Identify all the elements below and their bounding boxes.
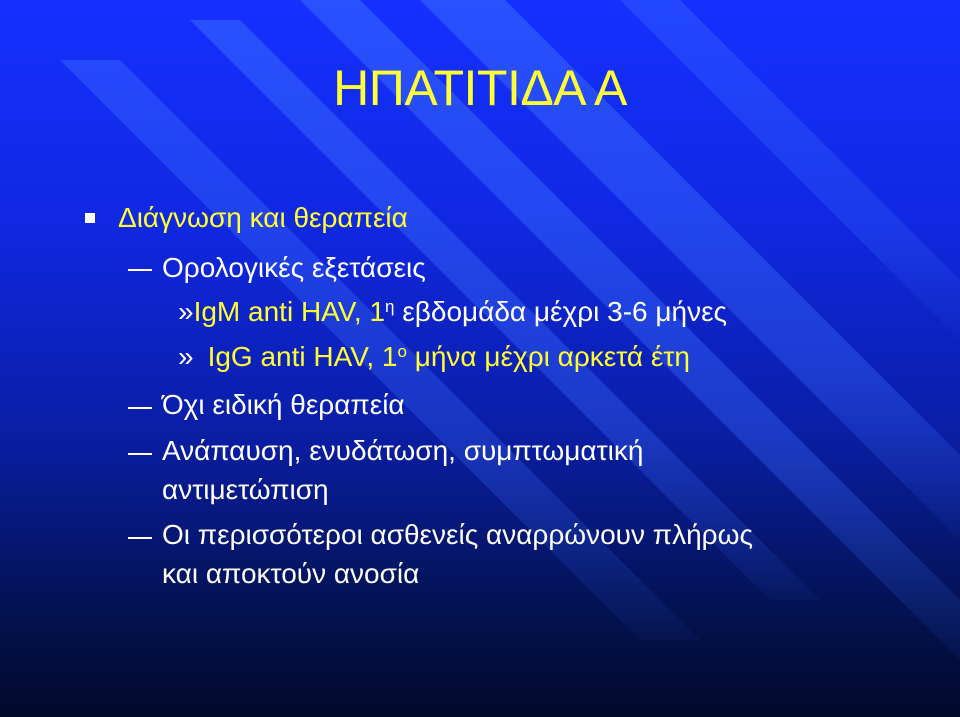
- sub-bullet-rest-hydration-line1: Ανάπαυση, ενυδάτωση, συμπτωματική: [162, 435, 644, 466]
- igg-text-post: μήνα μέχρι αρκετά έτη: [406, 341, 690, 372]
- igm-text-post: εβδομάδα μέχρι 3-6 μήνες: [394, 296, 728, 327]
- sub-bullet-rest-hydration-line2: αντιμετώπιση: [162, 474, 329, 505]
- dash-bullet-icon: [128, 269, 152, 271]
- sub-bullet-recovery-line1: Οι περισσότεροι ασθενείς αναρρώνουν πλήρως: [162, 519, 753, 550]
- bullet-diagnosis-treatment: Διάγνωση και θεραπεία: [118, 202, 408, 233]
- igm-text-pre: IgM anti HAV, 1: [193, 296, 386, 327]
- serology-item-igg: [178, 340, 690, 374]
- dash-bullet-icon: [128, 453, 152, 455]
- igg-text-sup: ο: [397, 342, 407, 361]
- serology-item-igm: [178, 295, 727, 329]
- sub-bullet-recovery-line2: και αποκτούν ανοσία: [162, 558, 420, 589]
- dash-bullet-icon: [128, 407, 152, 409]
- square-bullet-icon: [85, 213, 95, 223]
- igm-text-sup: η: [385, 297, 395, 316]
- chevron-bullet-icon: »: [178, 296, 194, 327]
- chevron-bullet-icon: »: [178, 341, 194, 372]
- sub-bullet-serology: Ορολογικές εξετάσεις: [162, 252, 426, 283]
- slide-title: ΗΠΑΤΙΤΙΔΑ Α: [333, 60, 627, 116]
- sub-bullet-no-specific-treatment: Όχι ειδική θεραπεία: [162, 389, 405, 420]
- dash-bullet-icon: [128, 537, 152, 539]
- igg-text-pre: IgG anti HAV, 1: [207, 341, 398, 372]
